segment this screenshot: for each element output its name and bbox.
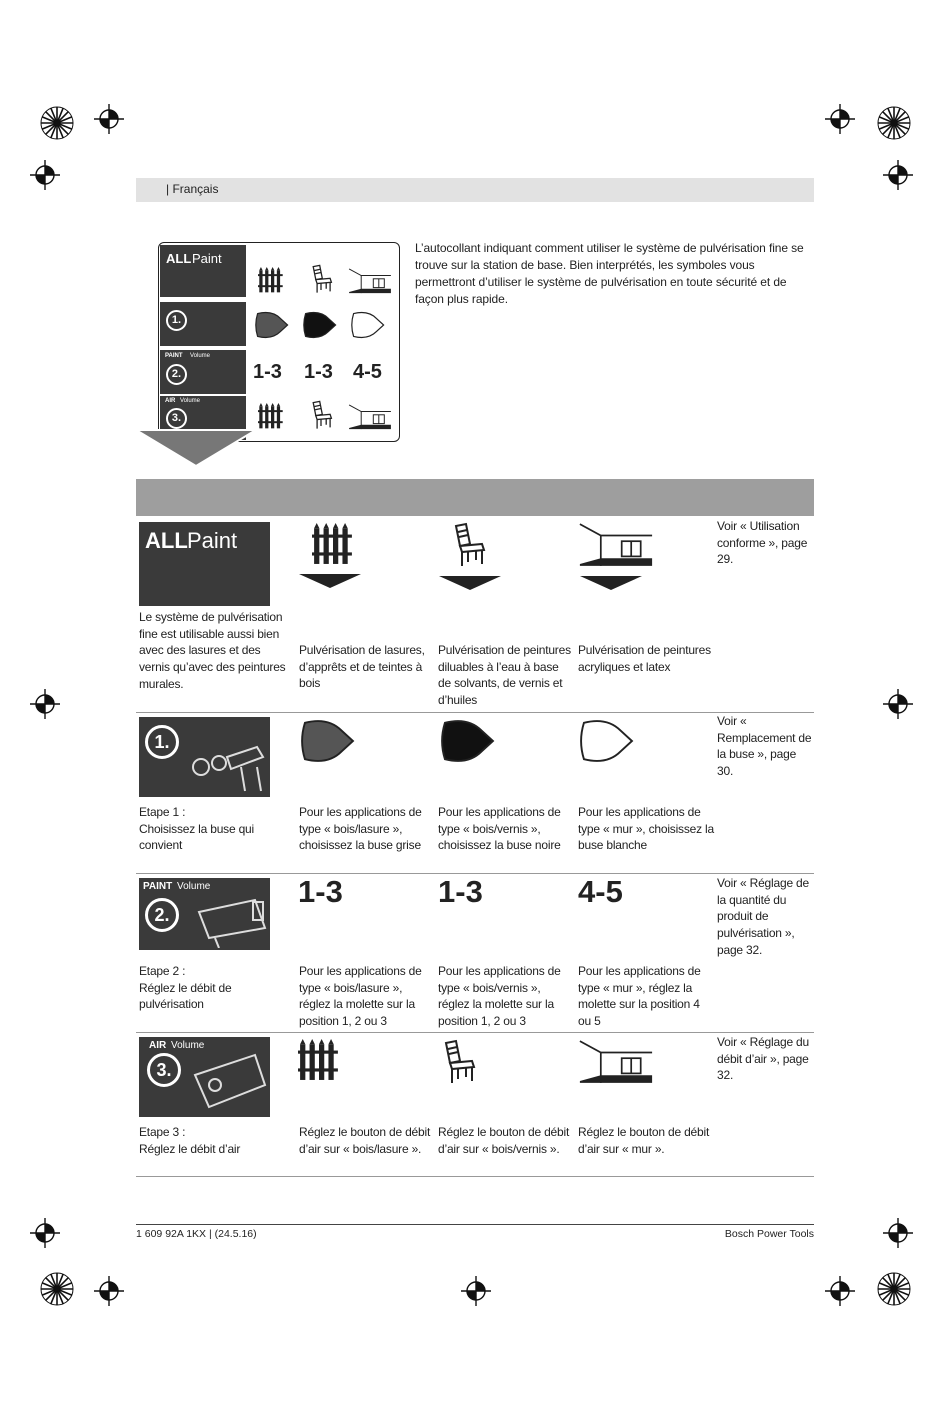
sticker-step2: 2. [166,364,187,385]
chair-icon [308,400,334,430]
nozzle-white-icon [350,310,386,340]
arrow-down-icon [299,574,361,590]
row-reference: Voir « Réglage du débit d’air », page 32. [717,1035,810,1083]
nozzle-white-icon [578,717,636,765]
registration-mark-icon [94,104,124,134]
sticker-brand-bold: ALL [166,251,192,266]
nozzle-black-icon [439,717,497,765]
brand-bold: ALL [145,528,188,553]
sticker-illustration [136,240,400,468]
sticker-step1: 1. [166,310,187,331]
nozzle-black-icon [302,310,338,340]
sticker-setting: 1-3 [304,361,333,383]
row-cell: Réglez le bouton de débit d’air sur « bois/lasure ». [299,1125,431,1156]
registration-mark-icon [30,689,60,719]
registration-mark-icon [94,1276,124,1306]
footer-doc-number: 1 609 92A 1KX | (24.5.16) [136,1228,257,1240]
registration-mark-icon [877,106,911,140]
sticker-setting: 4-5 [353,361,382,383]
header-bar [136,178,814,202]
row-cell: Pulvérisation de lasures, d’apprêts et de teintes à bois [299,643,425,691]
down-arrow-icon [136,428,256,468]
sticker-step3: 3. [166,408,187,429]
footer-rule [136,1224,814,1225]
fence-icon [312,521,354,567]
registration-mark-icon [883,1218,913,1248]
spray-gun-icon [195,892,267,948]
spray-gun-icon [187,727,267,793]
row-divider [136,1176,814,1177]
paint-light: Volume [177,881,211,892]
row-cell: Réglez le bouton de débit d’air sur « mur ». [578,1125,710,1156]
step3-panel [139,1037,270,1117]
registration-mark-icon [883,689,913,719]
step2-panel [139,878,270,950]
row-divider [136,1032,814,1033]
setting-value: 1-3 [298,874,343,909]
fence-icon [258,266,284,294]
registration-mark-icon [825,1276,855,1306]
row-cell: Réglez le bouton de débit d’air sur « bois/vernis ». [438,1125,570,1156]
paint-bold: PAINT [143,881,173,892]
nozzle-grey-icon [299,717,357,765]
footer-brand: Bosch Power Tools [724,1228,814,1240]
row-cell: Pour les applications de type « mur », choisissez la buse blanche [578,805,714,853]
step-number: 2. [145,898,179,932]
registration-mark-icon [461,1276,491,1306]
registration-mark-icon [40,1272,74,1306]
chair-icon [448,520,488,570]
table-header-bar [136,479,814,516]
nozzle-grey-icon [254,310,290,340]
registration-mark-icon [40,106,74,140]
step1-panel [139,717,270,797]
arrow-down-icon [580,576,642,592]
wall-room-icon [348,266,392,296]
registration-mark-icon [877,1272,911,1306]
row-divider [136,712,814,713]
wall-room-icon [578,1037,654,1087]
sticker-air-bold: AIR [165,398,176,404]
air-light: Volume [171,1040,205,1051]
arrow-down-icon [439,576,501,592]
sticker-air-light: Volume [180,398,201,404]
row-cell: Pour les applications de type « bois/vernis », réglez la molette sur la position 1, 2 ou 3 [438,964,561,1029]
sticker-brand-light: Paint [192,251,222,266]
registration-mark-icon [825,104,855,134]
chair-icon [308,264,334,294]
wall-room-icon [348,402,392,432]
registration-mark-icon [30,160,60,190]
registration-mark-icon [883,160,913,190]
row-label: Le système de pulvérisation fine est utilisable aussi bien avec des lasures et des vernis qu’avec des peintures murales. [139,610,286,691]
row-label: Etape 2 : Réglez le débit de pulvérisation [139,964,232,1012]
row-cell: Pour les applications de type « mur », réglez la molette sur la position 4 ou 5 [578,964,701,1029]
fence-icon [298,1037,340,1083]
step-number: 1. [145,725,179,759]
setting-value: 4-5 [578,874,623,909]
registration-mark-icon [30,1218,60,1248]
row-reference: Voir « Utilisation conforme », page 29. [717,519,808,567]
row-cell: Pour les applications de type « bois/lasure », choisissez la buse grise [299,805,422,853]
row-cell: Pour les applications de type « bois/vernis », choisissez la buse noire [438,805,561,853]
setting-value: 1-3 [438,874,483,909]
chair-icon [438,1037,478,1087]
row-reference: Voir « Remplacement de la buse », page 30. [717,714,812,779]
allpaint-panel [139,522,270,606]
sticker-setting: 1-3 [253,361,282,383]
row-label: Etape 3 : Réglez le débit d’air [139,1125,241,1156]
brand-light: Paint [187,528,238,553]
row-label: Etape 1 : Choisissez la buse qui convient [139,805,254,853]
sticker-paint-bold: PAINT [165,353,183,359]
fence-icon [258,402,284,430]
intro-paragraph: L’autocollant indiquant comment utiliser le système de pulvérisation fine se trouve sur la station de base. Bien interprétés, les symboles vous permettront d’utiliser le système de pulvérisation en toute sécurité et de façon plus rapide. [415,241,804,306]
sticker-paint-light: Volume [190,353,211,359]
wall-room-icon [578,520,654,570]
header-language: | Français [166,182,219,196]
step-number: 3. [147,1053,181,1087]
air-bold: AIR [149,1040,167,1051]
spray-gun-icon [189,1045,267,1113]
row-reference: Voir « Réglage de la quantité du produit de pulvérisation », page 32. [717,876,810,957]
row-cell: Pulvérisation de peintures diluables à l’eau à base de solvants, de vernis et d’huiles [438,643,571,708]
row-cell: Pour les applications de type « bois/lasure », réglez la molette sur la position 1, 2 ou 3 [299,964,422,1029]
row-cell: Pulvérisation de peintures acryliques et latex [578,643,711,674]
